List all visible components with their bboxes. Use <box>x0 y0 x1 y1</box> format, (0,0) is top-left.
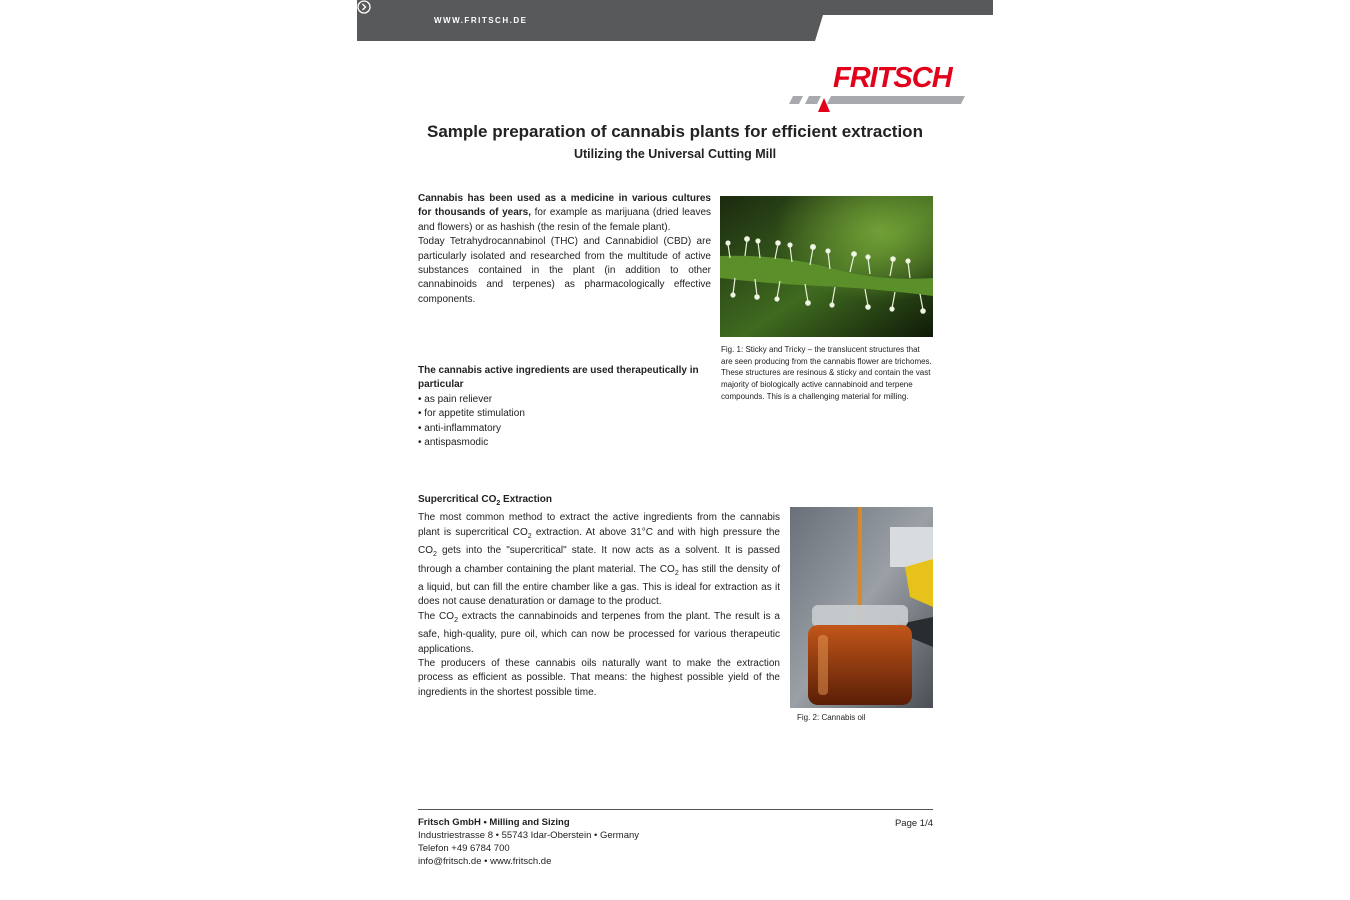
heading-text-end: Extraction <box>500 494 552 505</box>
list-item: • antispasmodic <box>418 437 489 449</box>
website-link[interactable]: WWW.FRITSCH.DE <box>434 16 528 25</box>
list-item: • for appetite stimulation <box>418 408 525 420</box>
fig1-caption: Fig. 1: Sticky and Tricky – the translucent structures that are seen producing from the cannabis flower are trichomes. These structures are resinous & sticky and contain the vast majority of biologically active cannabinoid and terpene compounds. This is a challenging material for milling. <box>721 345 932 401</box>
document-page <box>357 0 993 900</box>
co2-subscript: 2 <box>433 551 437 559</box>
intro-lead-rest: for example as marijuana (dried leaves and flowers) or as hashish (the resin of the female plant). <box>418 207 711 233</box>
trichome-photo <box>720 196 933 337</box>
extraction-section <box>418 493 780 700</box>
page-title: Sample preparation of cannabis plants for efficient extraction <box>427 122 923 141</box>
extraction-heading <box>418 493 780 511</box>
intro-para2: Today Tetrahydrocannabinol (THC) and Cannabidiol (CBD) are particularly isolated and researched from the multitude of active substances contained in the plant (in addition to other cannabinoids and terpenes) as pharmacologically effective components. <box>418 236 711 305</box>
page-number: Page 1/4 <box>894 818 933 829</box>
ingredients-section <box>418 364 711 450</box>
list-item: • as pain reliever <box>418 393 493 405</box>
fritsch-logo <box>787 60 977 115</box>
ingredients-heading: The cannabis active ingredients are used therapeutically in particular <box>418 365 699 391</box>
arrow-circle-icon <box>357 0 371 14</box>
extraction-para3: The producers of these cannabis oils naturally want to make the extraction process as efficient as possible. That means: the highest possible yield of the ingredients in the shortest possible time. <box>418 658 780 698</box>
intro-paragraph <box>418 192 711 307</box>
p1-text-a: The most common method to extract the active ingredients from the cannabis plant is supercritical CO <box>418 512 780 538</box>
heading-text: Supercritical CO <box>418 494 497 505</box>
fig2-caption: Fig. 2: Cannabis oil <box>797 713 866 722</box>
co2-subscript: 2 <box>674 569 679 577</box>
header-bar <box>357 0 993 41</box>
p2-text-a: The CO <box>418 610 455 622</box>
heading-subscript: 2 <box>496 500 501 507</box>
cannabis-oil-photo <box>790 507 933 708</box>
p2-text-b: extracts the cannabinoids and terpenes from the plant. The result is a safe, high-quality, pure oil, which can now be processed for various therapeutic applications. <box>418 610 780 655</box>
footer-company: Fritsch GmbH • Milling and Sizing <box>418 817 570 828</box>
p1-text-d: has still the density of a liquid, but can fill the entire chamber like a gas. This is ideal for extraction as it does not cause denaturation or damage to the product. <box>418 563 780 608</box>
footer-phone: Telefon +49 6784 700 <box>418 843 510 854</box>
list-item: • anti-inflammatory <box>418 422 501 434</box>
footer-address: Industriestrasse 8 • 55743 Idar-Oberstein • Germany <box>418 830 640 841</box>
co2-subscript: 2 <box>527 532 532 540</box>
logo-stripes-icon <box>787 60 977 115</box>
p1-text-b: extraction. At above 31°C and with high pressure the CO <box>418 526 780 557</box>
extraction-para1 <box>418 511 780 609</box>
page-subtitle: Utilizing the Universal Cutting Mill <box>573 147 777 161</box>
footer-contact[interactable]: info@fritsch.de • www.fritsch.de <box>418 856 552 867</box>
p1-text-c: gets into the "supercritical" state. It now acts as a solvent. It is passed through a chamber containing the plant material. The CO <box>418 545 780 575</box>
footer-divider <box>418 809 933 810</box>
extraction-para2 <box>418 610 780 657</box>
co2-subscript: 2 <box>454 616 458 624</box>
ingredients-list <box>418 393 711 451</box>
intro-lead: Cannabis has been used as a medicine in various cultures for thousands of years, <box>418 193 711 219</box>
brand-wordmark: FRITSCH <box>833 62 952 94</box>
footer-info <box>418 816 798 868</box>
